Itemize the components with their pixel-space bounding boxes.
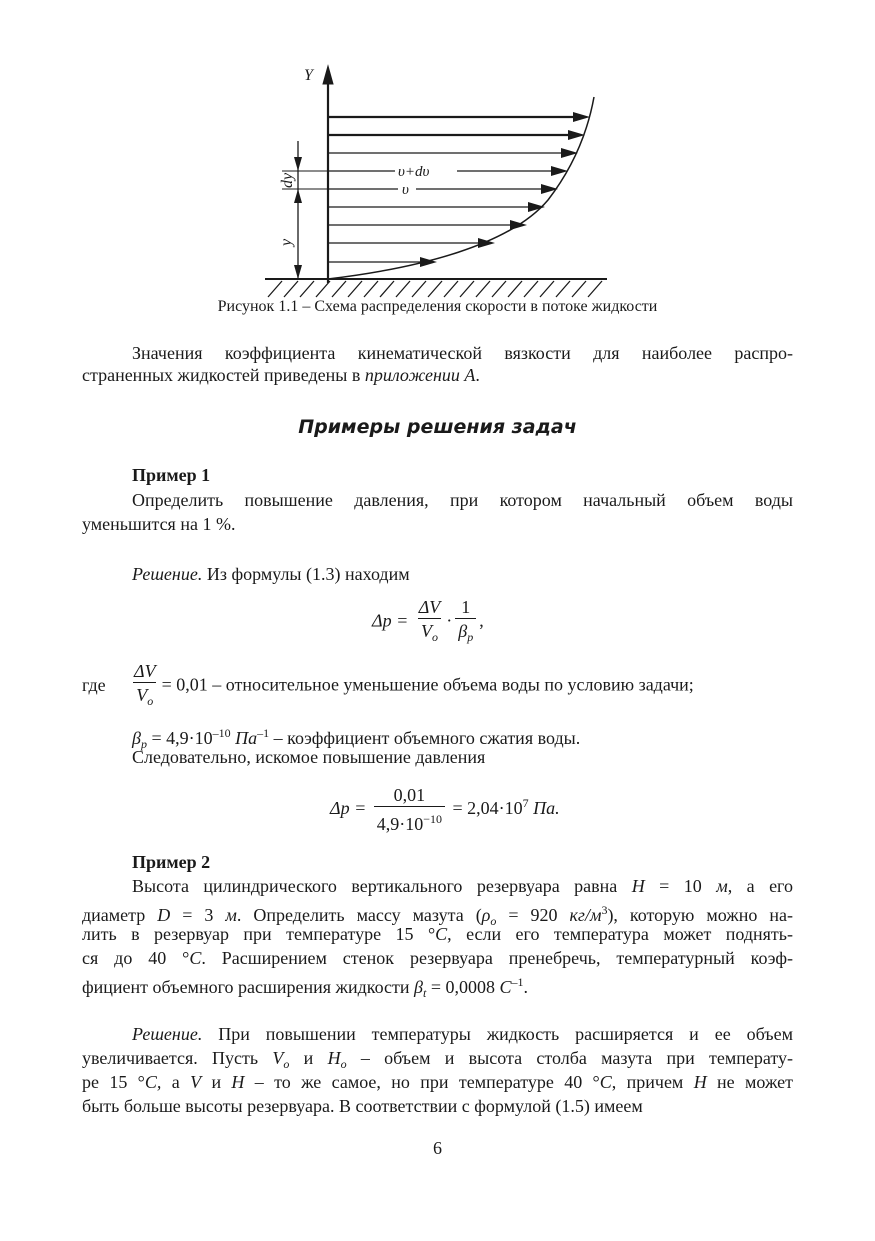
text-segment: быть больше высоты резервуара. В соответствии с формулой (1.5) имеем: [82, 1096, 643, 1116]
hatch-line: [268, 281, 282, 297]
formula-pressure-result: [330, 784, 560, 836]
dy-arrow-up-icon: [294, 189, 302, 203]
text-segment: C,: [144, 1072, 162, 1092]
where-word: где: [82, 674, 106, 695]
hatch-line: [540, 281, 554, 297]
hatch-line: [364, 281, 378, 297]
denominator-sub: o: [147, 694, 154, 708]
text-segment: H: [631, 876, 645, 896]
hatch-line: [524, 281, 538, 297]
text-segment: o: [490, 914, 497, 928]
hatch-line: [588, 281, 602, 297]
hatch-line: [572, 281, 586, 297]
text-segment: H: [693, 1072, 707, 1092]
text-segment: кг/м: [569, 905, 602, 925]
formula2-rhs: = 2,04·10: [452, 798, 523, 819]
text-segment: 3: [601, 903, 608, 917]
hatch-line: [428, 281, 442, 297]
text-segment: C: [499, 977, 512, 997]
text-segment: м: [225, 905, 237, 925]
hatch-line: [348, 281, 362, 297]
text-segment: H: [231, 1072, 245, 1092]
text-segment: . Расширением стенок резервуара пренебречь, температурный коэф-: [201, 948, 794, 968]
fraction-result: [374, 784, 445, 836]
hatch-line: [316, 281, 330, 297]
text-segment: = 920: [496, 905, 570, 925]
formula2-unit: Па.: [528, 798, 560, 819]
text-segment: .: [475, 365, 480, 385]
numerator: 1: [461, 597, 471, 617]
text-segment: – объем и высота столба мазута при температу-: [346, 1048, 794, 1068]
numerator: 0,01: [393, 785, 426, 805]
text-segment: уменьшится на 1 %.: [82, 514, 236, 534]
example1-solution-intro: [82, 562, 793, 586]
text-line: [82, 512, 793, 536]
text-segment: лить в резервуар при температуре 15 °: [82, 924, 436, 944]
formula1-lhs: Δp =: [372, 610, 409, 631]
fraction-dv-vo: [416, 596, 444, 649]
comma: ,: [479, 610, 484, 631]
text-segment: не может: [706, 1072, 793, 1092]
hatch-line: [332, 281, 346, 297]
label-v: υ: [402, 182, 409, 198]
text-segment: , причем: [611, 1072, 694, 1092]
text-segment: V: [190, 1072, 202, 1092]
label-y: y: [278, 238, 295, 246]
text-segment: o: [340, 1057, 347, 1071]
hatch-line: [460, 281, 474, 297]
numerator: ΔV: [418, 597, 441, 617]
hatch-line: [492, 281, 506, 297]
page-number: 6: [433, 1138, 442, 1158]
velocity-arrowhead-icon: [573, 112, 590, 122]
hatch-line: [380, 281, 394, 297]
text-segment: –1: [511, 975, 524, 989]
text-segment: t: [422, 986, 427, 1000]
text-segment: приложении А: [364, 365, 476, 385]
beta-symbol: β: [132, 728, 141, 748]
denominator-sub: o: [432, 630, 438, 644]
hatch-line: [300, 281, 314, 297]
hatch-line: [508, 281, 522, 297]
text-segment: Значения коэффициента кинематической вязкости для наиболее распро-: [132, 343, 793, 363]
ground-hatching: [268, 281, 602, 297]
text-segment: При повышении температуры жидкость расширяется и ее объем: [202, 1024, 793, 1044]
formula-pressure-increase: [372, 596, 484, 649]
text-line: [82, 874, 793, 898]
velocity-distribution-figure: [0, 0, 875, 300]
text-segment: , если его температура может поднять-: [447, 924, 793, 944]
text-segment: фициент объемного расширения жидкости: [82, 977, 415, 997]
text-segment: м: [716, 876, 728, 896]
example2-title: [82, 850, 793, 874]
text-segment: ся до 40 °: [82, 948, 190, 968]
denominator: V: [421, 621, 432, 641]
text-segment: страненных жидкостей приведены в: [82, 365, 365, 385]
beta-exp: –10: [212, 726, 231, 740]
hatch-line: [444, 281, 458, 297]
y-axis-arrow-icon: [323, 66, 333, 84]
text-segment: . Определить массу мазута (: [236, 905, 482, 925]
text-segment: = 3: [170, 905, 226, 925]
hatch-line: [284, 281, 298, 297]
beta-value: = 4,9·10: [146, 728, 213, 748]
text-segment: увеличивается. Пусть: [82, 1048, 273, 1068]
velocity-arrows: [328, 112, 590, 267]
text-segment: D: [157, 905, 171, 925]
example2-solution: [82, 1022, 793, 1118]
fraction-dv-vo: [131, 660, 159, 713]
example1-title: [82, 465, 793, 486]
text-line: [82, 1070, 793, 1094]
figure-caption: Рисунок 1.1 – Схема распределения скорости в потоке жидкости: [217, 298, 658, 315]
dot: ·: [446, 610, 453, 631]
text-segment: – то же самое, но при температуре 40 °: [244, 1072, 600, 1092]
beta-text: – коэффициент объемного сжатия воды.: [269, 728, 581, 748]
text-segment: C: [599, 1072, 612, 1092]
text-segment: Определить повышение давления, при котором начальный объем воды: [132, 490, 793, 510]
fraction-1-beta: [455, 596, 476, 649]
text-segment: диаметр: [82, 905, 158, 925]
denominator-exp: −10: [423, 812, 442, 826]
paragraph-viscosity: [82, 342, 793, 386]
text-line: [82, 342, 793, 364]
denominator-sub: p: [467, 630, 474, 644]
denominator: β: [458, 621, 468, 641]
text-segment: β: [414, 977, 423, 997]
text-segment: = 0,0008: [426, 977, 500, 997]
text-line: [82, 898, 793, 928]
example2-title-text: Пример 2: [132, 852, 211, 872]
example1-text: [82, 488, 793, 536]
beta-unit: Па: [230, 728, 258, 748]
hatch-line: [476, 281, 490, 297]
denominator: V: [136, 685, 148, 705]
text-line: [82, 946, 793, 970]
dy-arrow-down-icon: [294, 157, 302, 171]
axis-label-y: Y: [304, 67, 313, 84]
example1-title-text: Пример 1: [132, 465, 211, 485]
text-segment: , а его: [727, 876, 793, 896]
numerator: ΔV: [134, 661, 156, 681]
example2-text: [82, 874, 794, 1000]
text-segment: C: [435, 924, 448, 944]
text-segment: а: [161, 1072, 191, 1092]
text-segment: и: [201, 1072, 232, 1092]
text-segment: = 10: [644, 876, 717, 896]
text-segment: ρ: [481, 905, 491, 925]
text-line: [82, 488, 793, 512]
text-segment: H: [327, 1048, 341, 1068]
text-segment: Решение.: [132, 1024, 203, 1044]
text-line: [82, 1046, 793, 1070]
text-segment: .: [523, 977, 528, 997]
hatch-line: [556, 281, 570, 297]
text-line: [82, 970, 793, 1000]
text-segment: C: [189, 948, 202, 968]
text-segment: o: [283, 1057, 290, 1071]
where-text: = 0,01 – относительное уменьшение объема воды по условию задачи;: [161, 674, 694, 695]
formula2-rhs-exp: 7: [522, 796, 529, 811]
consequently-text: Следовательно, искомое повышение давления: [132, 747, 486, 767]
text-line: [82, 1022, 793, 1046]
formula2-lhs: Δp =: [330, 798, 367, 819]
where-definition: [82, 660, 793, 713]
beta-unit-exp: –1: [257, 726, 270, 740]
text-segment: и: [289, 1048, 328, 1068]
text-segment: Высота цилиндрического вертикального резервуара равна: [132, 876, 632, 896]
text-line: [82, 1094, 793, 1118]
solution-text: Из формулы (1.3) находим: [202, 564, 410, 584]
hatch-line: [396, 281, 410, 297]
section-heading: Примеры решения задач: [298, 416, 577, 438]
text-segment: V: [272, 1048, 284, 1068]
label-dy: dy: [279, 172, 296, 188]
solution-label: Решение.: [132, 564, 203, 584]
text-line: [82, 922, 793, 946]
denominator: 4,9·10: [376, 814, 424, 834]
beta-sub: p: [140, 737, 147, 751]
text-segment: ), которую можно на-: [607, 905, 793, 925]
text-line: [82, 364, 793, 386]
label-v-plus-dv: υ+dυ: [398, 164, 430, 180]
text-segment: ре 15 °: [82, 1072, 145, 1092]
hatch-line: [412, 281, 426, 297]
y-arrow-down-icon: [294, 265, 302, 279]
